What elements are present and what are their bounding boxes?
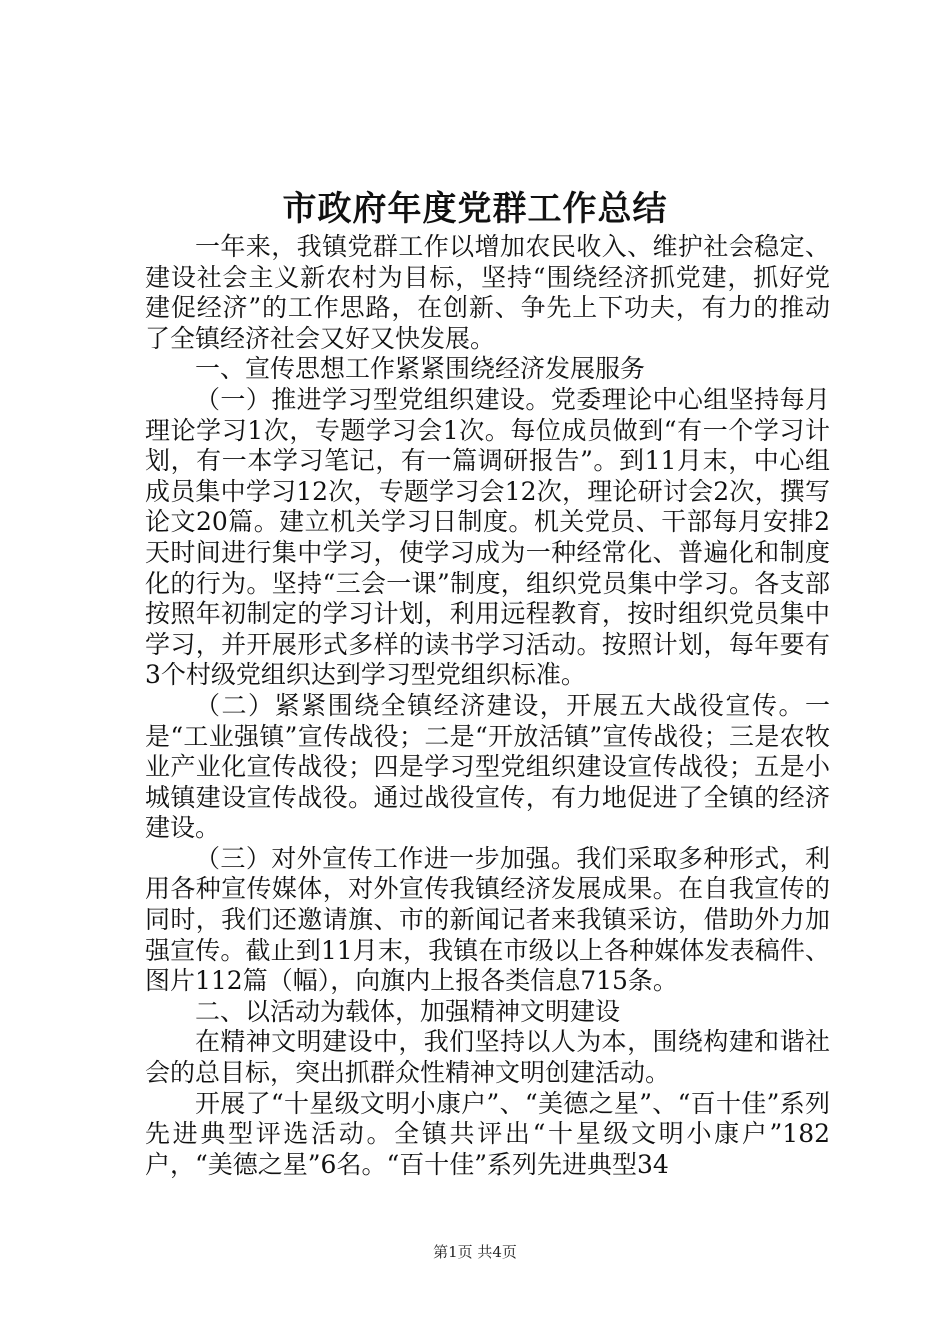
paragraph-intro: 一年来，我镇党群工作以增加农民收入、维护社会稳定、建设社会主义新农村为目标，坚持“围绕经济抓党建，抓好党建促经济”的工作思路，在创新、争先上下功夫，有力的推动了全镇经济社会又好又快发展。 xyxy=(145,232,830,353)
document-body xyxy=(145,232,830,1180)
page-number-footer: 第1页 共4页 xyxy=(433,1243,517,1261)
section-heading-2: 二、以活动为载体，加强精神文明建设 xyxy=(195,996,621,1026)
paragraph-2-intro: 在精神文明建设中，我们坚持以人为本，围绕构建和谐社会的总目标，突出抓群众性精神文明创建活动。 xyxy=(145,1027,830,1088)
paragraph-1-3: （三）对外宣传工作进一步加强。我们采取多种形式，利用各种宣传媒体，对外宣传我镇经济发展成果。在自我宣传的同时，我们还邀请旗、市的新闻记者来我镇采访，借助外力加强宣传。截止到11月末，我镇在市级以上各种媒体发表稿件、图片112篇（幅），向旗内上报各类信息715条。 xyxy=(145,843,830,996)
paragraph-1-2: （二）紧紧围绕全镇经济建设，开展五大战役宣传。一是“工业强镇”宣传战役；二是“开放活镇”宣传战役；三是农牧业产业化宣传战役；四是学习型党组织建设宣传战役；五是小城镇建设宣传战役。通过战役宣传，有力地促进了全镇的经济建设。 xyxy=(145,690,830,843)
paragraph-1-1: （一）推进学习型党组织建设。党委理论中心组坚持每月理论学习1次，专题学习会1次。每位成员做到“有一个学习计划，有一本学习笔记，有一篇调研报告”。到11月末，中心组成员集中学习12次，专题学习会12次，理论研讨会2次，撰写论文20篇。建立机关学习日制度。机关党员、干部每月安排2天时间进行集中学习，使学习成为一种经常化、普遍化和制度化的行为。坚持“三会一课”制度，组织党员集中学习。各支部按照年初制定的学习计划，利用远程教育，按时组织党员集中学习，并开展形式多样的读书学习活动。按照计划，每年要有3个村级党组织达到学习型党组织标准。 xyxy=(145,384,830,690)
document-title: 市政府年度党群工作总结 xyxy=(282,189,668,229)
paragraph-2-1: 开展了“十星级文明小康户”、“美德之星”、“百十佳”系列先进典型评选活动。全镇共评出“十星级文明小康户”182户，“美德之星”6名。“百十佳”系列先进典型34 xyxy=(145,1088,830,1179)
section-heading-1: 一、宣传思想工作紧紧围绕经济发展服务 xyxy=(195,354,646,384)
